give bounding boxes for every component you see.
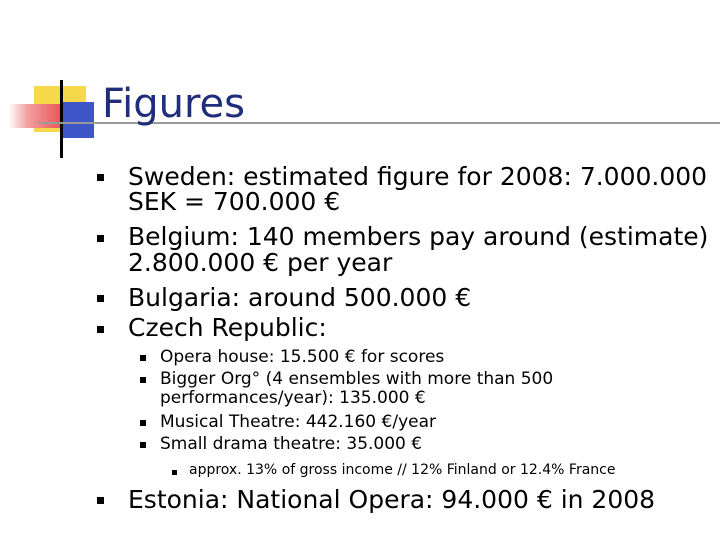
list-item-belgium: Belgium: 140 members pay around (estimate) <box>128 222 709 251</box>
list-item-czech: Czech Republic: <box>128 313 327 342</box>
sublist-item-opera-house: Opera house: 15.500 € for scores <box>160 347 445 367</box>
sublist-item-bigger-org: Bigger Org° (4 ensembles with more than 500 <box>160 369 554 389</box>
bullet-icon <box>97 326 104 333</box>
logo-blue-square <box>62 102 94 138</box>
logo-vertical-line <box>60 80 63 158</box>
bullet-icon <box>140 420 146 426</box>
bullet-icon <box>140 377 146 383</box>
logo-red-bar <box>8 104 64 128</box>
bullet-icon <box>97 295 104 302</box>
list-item-estonia: Estonia: National Opera: 94.000 € in 2008 <box>128 485 656 514</box>
sublist-item-drama-theatre: Small drama theatre: 35.000 € <box>160 434 423 454</box>
bullet-icon <box>97 174 104 181</box>
bullet-icon <box>97 235 104 242</box>
list-item-bulgaria: Bulgaria: around 500.000 € <box>128 283 472 312</box>
bullet-icon <box>97 497 104 504</box>
bullet-icon <box>140 355 146 361</box>
sublist-item-musical-theatre: Musical Theatre: 442.160 €/year <box>160 412 436 432</box>
list-item-sweden: Sweden: estimated figure for 2008: 7.000.000 <box>128 162 708 191</box>
slide-title: Figures <box>102 81 245 127</box>
list-item-sweden-cont: SEK = 700.000 € <box>128 187 341 216</box>
bullet-icon <box>172 470 177 475</box>
sublist-item-bigger-org-cont: performances/year): 135.000 € <box>160 388 426 408</box>
bullet-icon <box>140 442 146 448</box>
list-item-belgium-cont: 2.800.000 € per year <box>128 248 393 277</box>
subsublist-item-approx: approx. 13% of gross income // 12% Finland or 12.4% France <box>189 462 616 478</box>
